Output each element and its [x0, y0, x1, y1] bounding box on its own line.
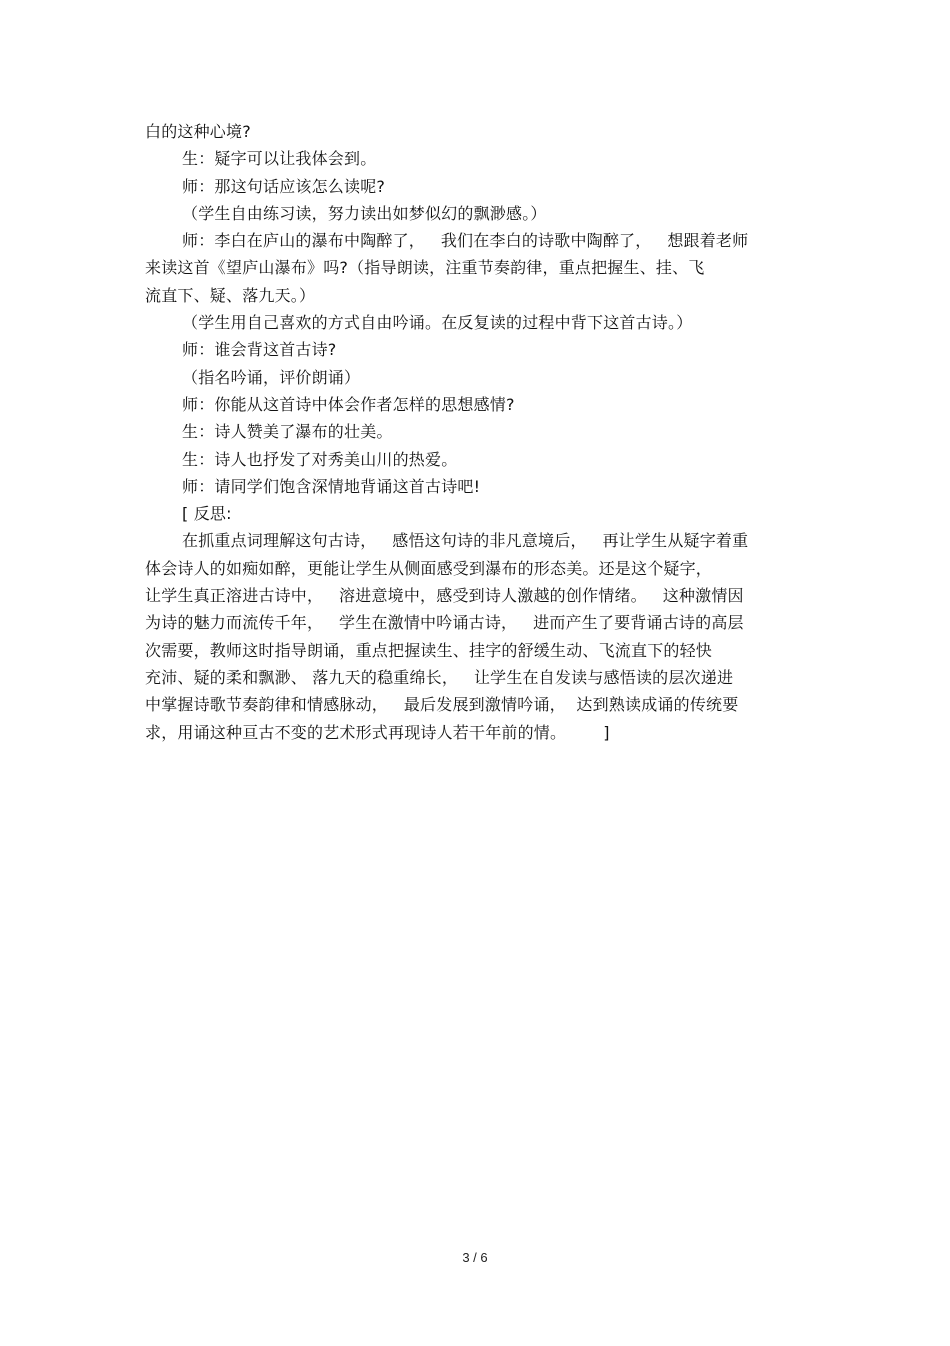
document-body [145, 118, 815, 746]
text-line: 白的这种心境? [145, 122, 251, 141]
text-line: [ 反思: [182, 504, 232, 524]
text-line: （学生自由练习读，努力读出如梦似幻的飘渺感。） [182, 203, 547, 223]
text-line: 次需要，教师这时指导朗诵，重点把握读生、挂字的舒缓生动、飞流直下的轻快 [145, 640, 713, 660]
text-line: 为诗的魅力而流传千年， 学生在激情中吟诵古诗， 进而产生了要背诵古诗的高层 [145, 613, 744, 633]
text-line: 师：李白在庐山的瀑布中陶醉了， 我们在李白的诗歌中陶醉了， 想跟着老师 [182, 231, 749, 251]
text-line: 求，用诵这种亘古不变的艺术形式再现诗人若干年前的情。 ] [145, 722, 610, 742]
text-line: 体会诗人的如痴如醉，更能让学生从侧面感受到瀑布的形态美。还是这个疑字， [145, 558, 713, 578]
text-line: 师：谁会背这首古诗? [182, 340, 337, 360]
text-line: 充沛、疑的柔和飘渺、 落九天的稳重绵长， 让学生在自发读与感悟读的层次递进 [145, 667, 734, 687]
page-number: 3 / 6 [462, 1250, 488, 1265]
text-line: 生：疑字可以让我体会到。 [182, 149, 377, 169]
text-line: 让学生真正溶进古诗中， 溶进意境中，感受到诗人激越的创作情绪。 这种激情因 [145, 586, 744, 606]
text-line: （学生用自己喜欢的方式自由吟诵。在反复读的过程中背下这首古诗。） [182, 313, 693, 333]
text-line: 师：请同学们饱含深情地背诵这首古诗吧! [182, 476, 481, 496]
text-line: （指名吟诵，评价朗诵） [182, 367, 361, 387]
text-line: 流直下、疑、落九天。） [145, 285, 316, 305]
text-line: 生：诗人也抒发了对秀美山川的热爱。 [182, 449, 458, 469]
text-line: 生：诗人赞美了瀑布的壮美。 [182, 422, 393, 442]
text-line: 中掌握诗歌节奏韵律和情感脉动， 最后发展到激情吟诵， 达到熟读成诵的传统要 [145, 695, 739, 715]
text-line: 师：你能从这首诗中体会作者怎样的思想感情? [182, 394, 515, 414]
text-line: 来读这首《望庐山瀑布》吗?（指导朗读，注重节奏韵律，重点把握生、挂、飞 [145, 258, 705, 278]
text-line: 师：那这句话应该怎么读呢? [182, 176, 386, 196]
text-line: 在抓重点词理解这句古诗， 感悟这句诗的非凡意境后， 再让学生从疑字着重 [182, 531, 749, 551]
